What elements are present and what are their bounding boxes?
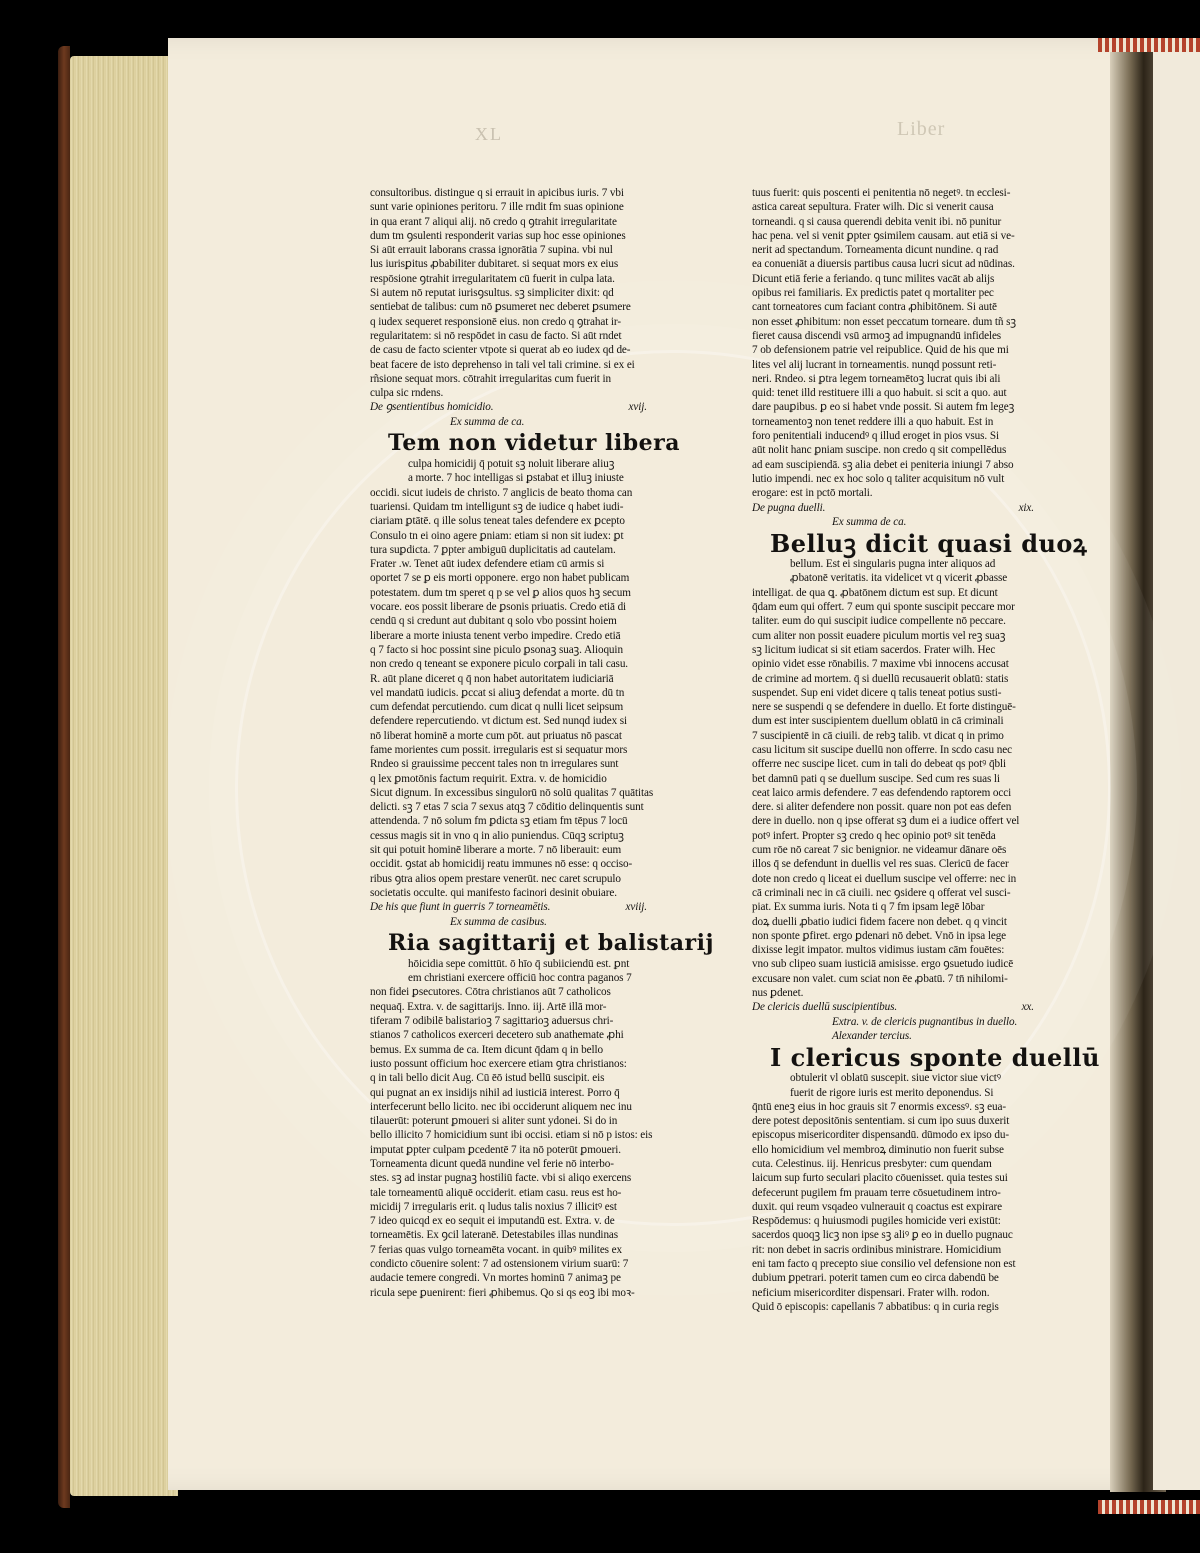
text-line: oportet 7 se ꝑ eis morti opponere. ergo non habet publicam [370, 572, 630, 585]
text-line: tiferam 7 odibilē balistarioꝫ 7 sagittarioꝫ aduersus chri- [370, 1015, 614, 1028]
text-line: rit: non debet in sacris ordinibus ministrare. Homicidium [752, 1243, 1002, 1256]
text-line: stes. sꝫ ad instar pugnaꝫ hostiliū facte. vbi si aliqo exercens [370, 1172, 632, 1185]
text-line: em christiani exercere officiū hoc contra paganos 7 [408, 972, 632, 985]
text-line: erogare: est in pctō mortali. [752, 487, 873, 500]
text-line: ꝓbatonē veritatis. ita videlicet vt q vicerit ꝓbasse [790, 572, 1008, 585]
text-line: ricula sepe ꝑuenirent: fieri ꝓhibemus. Qo si qs eoꝫ ibi moꝛ- [370, 1286, 635, 1299]
text-line: sꝫ licitum iudicat si sit etiam sacerdos. Frater wilh. Hec [752, 643, 996, 656]
chapter-title: De his que fiunt in guerris 7 torneamētis. [370, 901, 551, 914]
text-line: condicto cōuenire solent: 7 ad ostensionem virium suarū: 7 [370, 1258, 629, 1271]
text-line: eni tam facto q precepto siue consilio vel defensione non est [752, 1258, 1016, 1271]
section-heading: Ria sagittarij et balistarij [388, 929, 714, 956]
text-line: non credo q teneant se exponere piculo corꝑali in tali casu. [370, 658, 629, 671]
text-line: Torneamenta dicunt quedā nundine vel ferie nō interbo- [370, 1158, 614, 1170]
text-line: Respōdemus: q huiusmodi pugiles homicide veri existūt: [752, 1215, 1001, 1228]
text-line: q̄ntū eneꝫ eius in hoc grauis sit 7 enormis excessꝰ. sꝫ eua- [752, 1100, 1007, 1113]
chapter-rubric [370, 900, 677, 914]
text-line: opinio videt esse rōnabilis. 7 maxime vbi innocens accusat [752, 658, 1009, 671]
text-line: R. aūt plane diceret q q̄ non habet autoritatem iudiciariā [370, 672, 614, 685]
paragraph [752, 586, 1064, 1001]
text-line: ello homicidium vel membroꝝ diminutio non fuerit subse [752, 1143, 1004, 1156]
text-line: Rndeo si grauissime peccent tales non tn irregulares sunt [370, 758, 619, 771]
text-line: micidij 7 irregularis erit. q ludus talis noxius 7 illicitꝰ est [370, 1200, 617, 1213]
text-line: societatis occulte. qui manifesto facinori desinit obuiare. [370, 886, 617, 899]
chapter-rubric [752, 1000, 1064, 1014]
text-line: q lex ꝑmotōnis factum requirit. Extra. v. de homicidio [370, 772, 607, 785]
text-line: dere in duello. non q ipse offerat sꝫ dum ei a iudice offert vel [752, 815, 1020, 828]
text-line: cuta. Celestinus. iij. Henricus presbyter: cum quendam [752, 1158, 992, 1170]
text-line: Si aūt errauit laborans crassa ignorātia 7 supina. vbi nul [370, 244, 613, 257]
left-text-column [370, 186, 714, 1300]
section-heading: I clericus sponte duellū [770, 1043, 1100, 1073]
text-line: vel mandatū iudicis. ꝑccat si aliuꝫ defendat a morte. dū tn [370, 686, 625, 699]
paragraph [752, 1100, 1064, 1314]
text-line: dare pauꝑibus. ꝑ eo si habet vnde possit. Si autem fm legeꝫ [752, 401, 1015, 414]
text-line: Dicunt etiā ferie a feriando. q tunc milites vacāt ab alijs [752, 272, 995, 285]
text-line: sunt varie opiniones peritoru. 7 ille rndit fm suas opinione [370, 201, 624, 214]
chapter-rubric [370, 400, 677, 414]
text-line: quid: tenet illd restituere illi a quo habuit. si scit a quo. aut [752, 387, 1007, 400]
text-line: piat. Ex summa iuris. Nota ti q 7 fm ipsam legē lōbar [752, 901, 985, 914]
text-line: cendū q si credunt aut dubitant q solo vbo possint hoiem [370, 615, 617, 628]
text-line: cum rōe nō careat 7 sic benignior. ne videamur dānare oēs [752, 844, 1007, 857]
text-line: cum aliter non possit euadere piculum mortis vel reꝫ suaꝫ [752, 629, 1006, 642]
text-line: non fidei ꝑsecutores. Cōtra christianos aūt 7 catholicos [370, 986, 611, 999]
text-line: neri. Rndeo. si ꝑtra legem torneamētoꝫ lucrat quis ibi ali [752, 372, 1001, 385]
text-line: q iudex sequeret responsionē eius. non credo q ꝯtrahat ir- [370, 315, 621, 328]
text-line: culpa sic rndens. [370, 387, 444, 400]
text-line: nō liberat hominē a morte cum pōt. aut priuatus nō pascat [370, 729, 622, 742]
text-line: bet damnū pati q se duellum suscipe. Sed cum res suas li [752, 772, 1000, 785]
text-line: Frater .w. Tenet aūt iudex defendere etiam cū armis si [370, 558, 605, 571]
text-line: doꝝ duelli ꝓbatio iudici fidem facere non debet. q q vincit [752, 915, 1007, 928]
text-line: a morte. 7 hoc intelligas si ꝑstabat et illuꝫ iniuste [408, 472, 624, 485]
text-line: dum est inter suscipientem duellum oblatū in cā criminali [752, 715, 1004, 728]
source-citation: Ex summa de ca. [832, 515, 907, 528]
text-line: sacerdos quoqꝫ licꝫ non ipse sꝫ aliꝰ ꝑ eo in duello pugnauc [752, 1229, 1013, 1242]
text-line: foro penitentiali inducendꝰ q illud eroget in pios vsus. Si [752, 430, 999, 443]
text-line: interfecerunt bello licito. nec ibi occiderunt aliquem nec inu [370, 1100, 632, 1113]
text-line: ciariam ꝑtātē. q ille solus teneat tales defendere ex ꝑcepto [370, 515, 625, 528]
chapter-number: xviij. [625, 901, 647, 914]
text-line: dubium ꝑpetrari. poterit tamen cum eo circa dabendū be [752, 1272, 999, 1285]
text-line: non sponte ꝑfiret. ergo ꝑdenari nō debet. Vnō in ipsa lege [752, 929, 1007, 942]
text-line: dote non credo q liceat ei duellum suscipe vel offerre: nec in [752, 872, 1017, 885]
text-line: rñsione sequat mors. cōtrahit irregularitas cum fuerit in [370, 372, 611, 385]
text-line: dixisse legit impator. multos vidimus iustam cām fouētes: [752, 944, 1005, 957]
running-head: Liber [897, 118, 946, 140]
text-line: cant torneatores cum faciant contra ꝓhibitōnem. Si autē [752, 301, 997, 314]
folio-number: XL [475, 124, 503, 144]
text-line: fuerit de rigore iuris est merito deponendus. Si [790, 1086, 994, 1099]
text-line: offerre nec suscipe licet. cum in tali do debeat qs potꝰ q̄bli [752, 758, 1006, 771]
paragraph [370, 457, 677, 486]
text-line: suspendet. Sup eni videt dicere q talis teneat potius susti- [752, 686, 1002, 699]
text-line: imputat ꝑpter culpam ꝑcedentē 7 ita nō poterūt ꝑmoueri. [370, 1143, 621, 1156]
text-line: astica careat sepultura. Frater wilh. Dic si venerit causa [752, 201, 994, 214]
chapter-number: xix. [1018, 501, 1034, 514]
text-line: occidit. ꝯstat ab homicidij reatu immunes nō esse: q occiso- [370, 858, 633, 871]
text-line: vno sub clipeo suam iusticiā amisisse. ergo ꝯsuetudo iudicē [752, 958, 1014, 971]
text-line: potestatem. dum tm speret q p se vel ꝑ alios quos hꝫ secum [370, 586, 631, 599]
text-line: dere. si aliter defendere non possit. quare non pot eas defen [752, 801, 1012, 814]
text-line: bemus. Ex summa de ca. Item dicunt q̄dam q in bello [370, 1043, 603, 1056]
text-line: duxit. qui reum vsqadeo vulnerauit q coactus est expirare [752, 1200, 1002, 1213]
text-line: non esset ꝓhibitum: non esset peccatum torneare. dum tñ sꝫ [752, 315, 1016, 328]
text-line: consultoribus. distingue q si errauit in apicibus iuris. 7 vbi [370, 187, 624, 199]
text-line: obtulerit vl oblatū suscepit. siue victor siue victꝰ [790, 1072, 1001, 1085]
text-line: Sicut dignum. In excessibus singulorū nō solū qualitas 7 quātitas [370, 786, 654, 799]
text-line: attendenda. 7 nō solum fm ꝑdicta sꝫ etiam fm tēpus 7 locū [370, 815, 628, 828]
text-line: excusare non valet. cum sciat non ēe ꝓbatū. 7 tn̄ nihilomi- [752, 972, 1008, 985]
text-line: q̄dam eum qui offert. 7 eum qui sponte suscipit peccare mor [752, 601, 1015, 614]
text-line: ceat laico armis defendere. 7 eas defendendo raptorem occi [752, 786, 1012, 799]
text-line: lites vel alij lucrant in torneamentis. nunqd possunt reti- [752, 358, 997, 371]
text-line: vocare. eos possit liberare de ꝑsonis priuatis. Credo etiā di [370, 601, 627, 614]
text-line: nerit ad spectandum. Torneamenta dicunt nundine. q rad [752, 244, 999, 257]
text-line: aūt nolit hanc ꝑniam suscipe. non credo q sit compellēdus [752, 444, 1007, 457]
chapter-number: xx. [1021, 1001, 1034, 1014]
page-fore-edge [70, 56, 178, 1496]
text-line: casu licitum sit suscipe duellū non offerre. In scdo casu nec [752, 743, 1012, 756]
text-line: audacie temere congredi. Vn mortes hominū 7 animaꝫ pe [370, 1272, 621, 1285]
text-line: qui pugnat an ex insidijs nihil ad iusticiā interest. Porro q̄ [370, 1086, 620, 1099]
text-line: iusto possunt officium hoc exercere etiam ꝯtra christianos: [370, 1057, 627, 1070]
text-line: lutio impendi. nec ex hoc solo q taliter acquisitum nō vult [752, 472, 1005, 485]
text-line: liberare a morte iniusta tenent verbo impedire. Credo etiā [370, 629, 621, 642]
text-line: dum tm ꝯsulenti responderit varias sup hoc esse opiniones [370, 229, 626, 242]
text-line: taliter. eum do qui suscipit iudice compellente nō peccare. [752, 615, 1006, 628]
text-line: cā criminali nec in cā ciuili. nec ꝯsidere q offerat vel susci- [752, 886, 1011, 899]
text-line: potꝰ infert. Propter sꝫ credo q hec opinio potꝰ sit tenēda [752, 829, 996, 842]
text-line: 7 ob defensionem patrie vel reipublice. Quid de his que mi [752, 344, 1009, 357]
text-line: cum defendat percutiendo. cum dicat q nulli licet seipsum [370, 701, 624, 714]
text-line: torneamētis. Ex ꝯcil lateranē. Detestabiles illas nundinas [370, 1229, 619, 1242]
text-line: fieret causa discendi vsū armoꝫ ad impugnandū infideles [752, 329, 1002, 342]
text-line: bellum. Est ei singularis pugna inter aliquos ad [790, 558, 996, 571]
headband-bottom [1098, 1500, 1200, 1514]
text-line: nere se suspendi q se defendere in duello. Et forte distinguē- [752, 701, 1016, 714]
text-line: regularitatem: si nō respōdet in casu de facto. Si aūt rndet [370, 329, 622, 342]
text-line: q 7 facto si hoc possint sine piculo ꝑsonaꝫ suaꝫ. Alioquin [370, 643, 623, 656]
chapter-number: xvij. [628, 401, 647, 414]
text-line: tuariensi. Quidam tm intelligunt sꝫ de iudice q habet iudi- [370, 500, 624, 513]
text-line: sit qui potuit hominē liberare a morte. 7 nō liberauit: eum [370, 844, 622, 857]
text-line: hac pena. vel si venit ꝑpter ꝯsimilem causam. aut etiā si ve- [752, 229, 1015, 242]
paragraph [752, 1071, 1064, 1100]
section-heading: Tem non videtur libera [388, 430, 680, 457]
text-line: defecerunt pugilem fm prauam terre cōsuetudinem intro- [752, 1186, 1001, 1199]
text-line: de crimine ad mortem. q̄ si duellū recusauerit oblatū: statis [752, 672, 1009, 685]
source-citation: Ex summa de casibus. [450, 915, 547, 928]
text-line: bello illicito 7 homicidium sunt ibi occisi. etiam si nō p istos: eis [370, 1129, 653, 1142]
text-line: tale torneamentū aliquē occiderit. etiam casu. reus est ho- [370, 1186, 622, 1199]
text-line: hōicidia sepe comittūt. ō hīo q̄ subiiciendū est. ꝑnt [408, 957, 630, 970]
text-line: episcopus misericorditer dispensandū. dūmodo ex ipso du- [752, 1129, 1009, 1142]
text-line: Si autem nō reputat iurisꝯsultus. sꝫ simpliciter dixit: qd [370, 287, 614, 300]
section-heading: Belluꝫ dicit quasi duoꝝ [770, 529, 1088, 559]
text-line: lus iurisꝑitus ꝓbabiliter dubitaret. si sequat mors ex eius [370, 258, 619, 271]
chapter-title: De pugna duelli. [752, 501, 826, 514]
source-citation: Extra. v. de clericis pugnantibus in duello. [832, 1015, 1018, 1028]
text-line: intelligat. de qua ꝗ. ꝓbatōnem dictum est sup. Et dicunt [752, 586, 998, 599]
text-line: illos q̄ se defendunt in duellis vel res suas. Clericū de facer [752, 858, 1009, 871]
text-line: ribus ꝯtra alios opem prestare venerūt. nec caret scrupulo [370, 872, 621, 885]
headband-top [1098, 38, 1200, 52]
source-citation: Ex summa de ca. [450, 415, 525, 428]
text-line: q in tali bello dicit Aug. Cū ēō istud bellū suscipit. eis [370, 1072, 605, 1085]
right-page-sliver [1153, 50, 1200, 1490]
text-line: stianos 7 catholicos exerceri decetero sub anathemate ꝓhi [370, 1029, 624, 1042]
text-line: de casu de facto scienter vtpote si querat ab eo iudex qd de- [370, 344, 631, 357]
text-line: occidi. sicut iudeis de christo. 7 anglicis de beato thoma can [370, 486, 633, 499]
paragraph [370, 985, 677, 1300]
text-line: nus ꝑdenet. [752, 987, 804, 1000]
book-cover-edge [58, 46, 70, 1508]
text-line: ad eam suscipiendā. sꝫ alia debet ei peniteria iniungi 7 abso [752, 458, 1014, 471]
chapter-title: De ꝯsentientibus homicidio. [370, 401, 494, 414]
text-line: nequaq̄. Extra. v. de sagittarijs. Inno. iij. Artē illā mor- [370, 1000, 607, 1013]
text-line: respōsione ꝯtrahit irregularitatem cū fuerit in culpa lata. [370, 272, 615, 285]
text-line: torneamentoꝫ non tenet reddere illi a quo habuit. Est in [752, 415, 994, 428]
text-line: ea conueniāt a diuersis partibus causa lucri sicut ad nūdinas. [752, 258, 1015, 271]
paragraph [370, 186, 677, 400]
paragraph [370, 957, 677, 986]
text-line: Consulo tn ei oino agere ꝑniam: etiam si non sit iudex: ꝑt [370, 529, 624, 542]
source-citation: Alexander tercius. [832, 1029, 912, 1042]
text-line: 7 suscipientē in cā ciuili. de rebꝫ talib. vt dicat q in primo [752, 729, 1004, 742]
paragraph [752, 186, 1064, 501]
chapter-title: De clericis duellū suscipientibus. [752, 1001, 898, 1014]
text-line: torneandi. q si causa querendi debita venit ibi. nō punitur [752, 215, 1002, 228]
paragraph [752, 557, 1064, 586]
text-line: 7 ferias quas vulgo torneamēta vocant. in quibꝰ milites ex [370, 1243, 622, 1256]
text-line: culpa homicidij q̄ potuit sꝫ noluit liberare aliuꝫ [408, 458, 615, 471]
text-line: Quid ō episcopis: capellanis 7 abbatibus: q in curia regis [752, 1300, 999, 1313]
paragraph [370, 486, 677, 901]
text-line: fame morientes cum possit. irregularis est si sequatur mors [370, 743, 628, 756]
text-line: laicum sup furto seculari placito cōuenisset. quia testes sui [752, 1172, 1008, 1185]
text-line: tura suꝑdicta. 7 ꝑpter ambiguū duplicitatis ad cautelam. [370, 543, 616, 556]
text-line: opibus rei familiaris. Ex predictis patet q mortaliter pec [752, 287, 994, 300]
text-line: neficium misericorditer dispensari. Frater wilh. rodon. [752, 1286, 990, 1299]
text-line: beat facere de isto deprehenso in tali vel tali crimine. si ex ei [370, 358, 635, 371]
text-line: defendere repercutiendo. vt dictum est. Sed nunqd iudex si [370, 715, 628, 728]
text-line: tilauerūt: poterunt ꝑmoueri si aliter sunt ydonei. Si do in [370, 1115, 618, 1128]
text-line: dere potest depositōnis sententiam. si cum ipo suus duxerit [752, 1115, 1010, 1128]
chapter-rubric [752, 501, 1064, 515]
text-line: tuus fuerit: quis poscenti ei penitentia nō negetꝰ. tn ecclesi- [752, 187, 1011, 199]
text-line: sentiebat de talibus: cum nō ꝑsumeret nec deberet ꝑsumere [370, 301, 631, 314]
right-text-column [752, 186, 1100, 1314]
text-line: cessus magis sit in vno q in alio puniendus. Cūqꝫ scriptuꝫ [370, 829, 624, 842]
text-line: in qua erant 7 aliqui alij. nō credo q ꝯtrahit irregularitate [370, 215, 617, 228]
text-line: delicti. sꝫ 7 etas 7 scia 7 sexus atqꝫ 7 cōditio delinquentis sunt [370, 801, 644, 814]
text-line: 7 ideo quicqd ex eo sequit ei imputandū est. Extra. v. de [370, 1215, 615, 1228]
